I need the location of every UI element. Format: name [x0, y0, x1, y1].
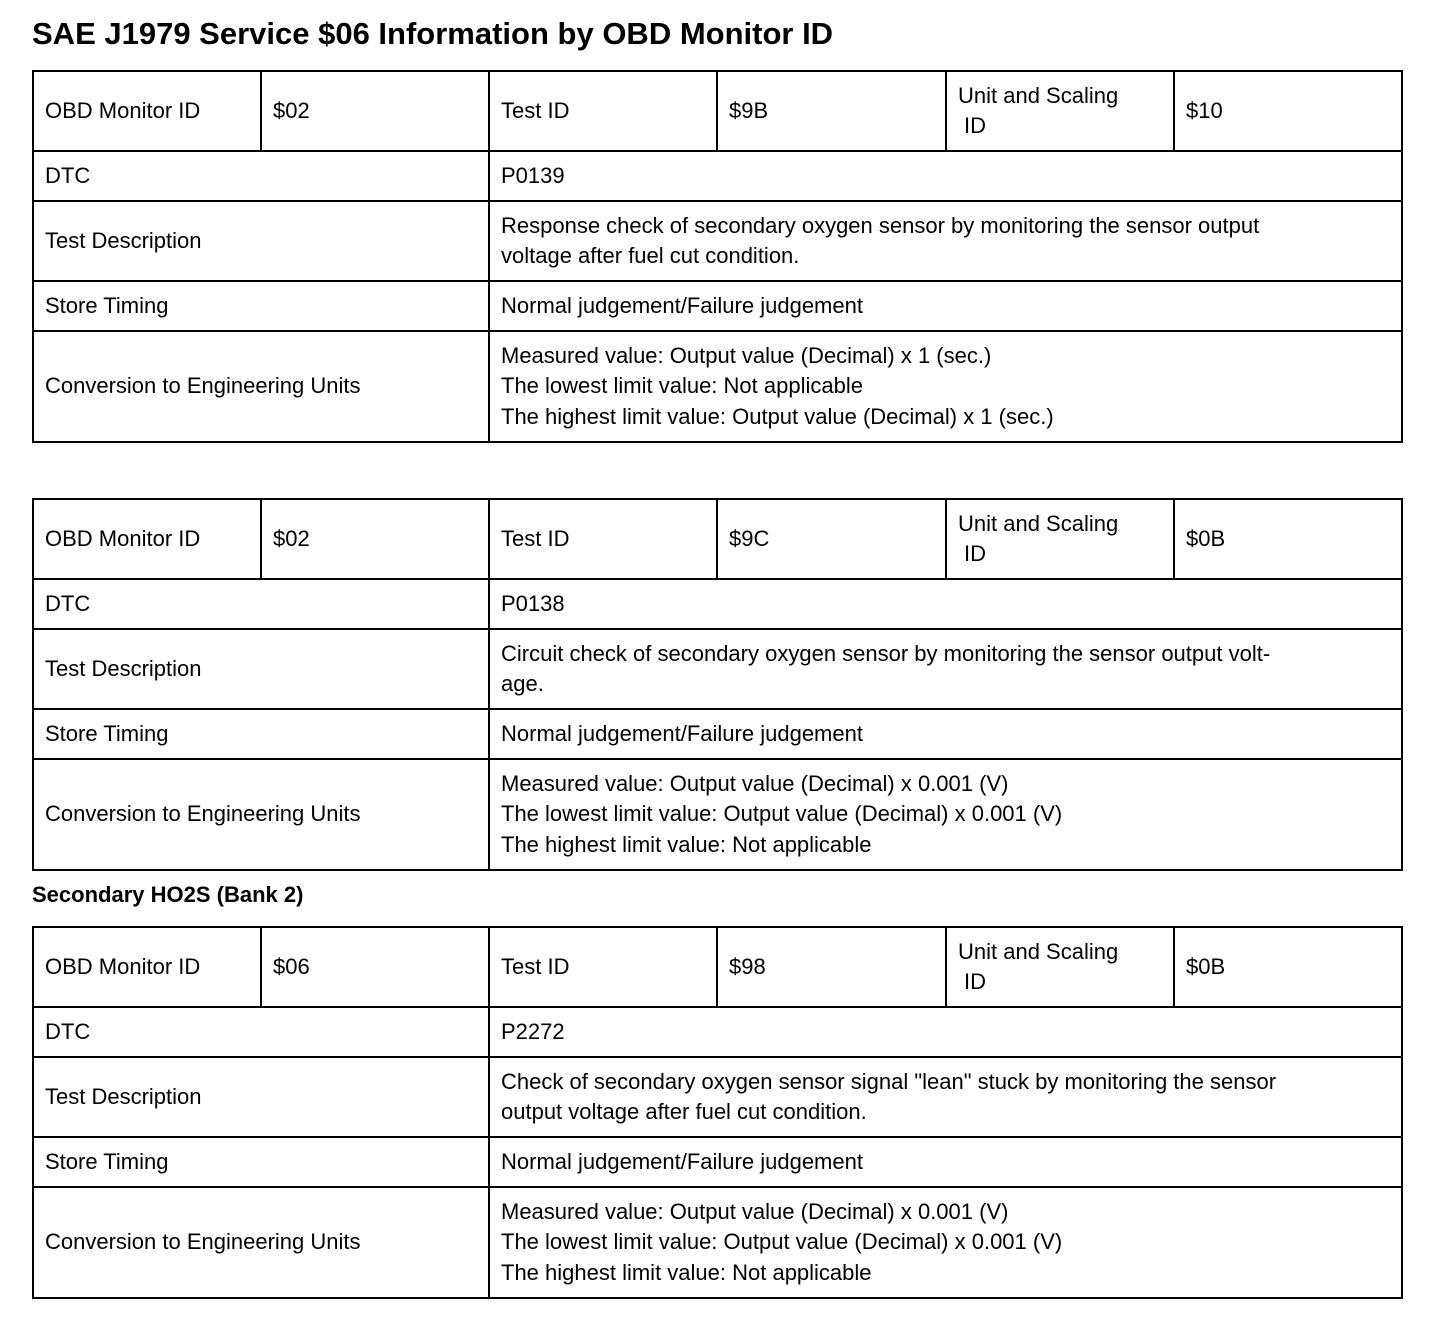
test-description-value	[489, 629, 1402, 709]
dtc-value: P0139	[489, 151, 1402, 201]
obd-monitor-id-value: $02	[261, 71, 489, 151]
table-row	[33, 1137, 1402, 1187]
test-id-value: $98	[717, 927, 946, 1007]
unit-scaling-label-line: Unit and Scaling	[958, 938, 1119, 964]
test-description-line: output voltage after fuel cut condition.	[501, 1099, 867, 1124]
table-row	[33, 71, 1402, 151]
table-row	[33, 629, 1402, 709]
conversion-line: Measured value: Output value (Decimal) x 1 (sec.)	[501, 342, 992, 368]
test-description-value	[489, 201, 1402, 281]
dtc-label: DTC	[33, 579, 489, 629]
table-row	[33, 281, 1402, 331]
unit-scaling-id-value: $10	[1174, 71, 1402, 151]
unit-scaling-id-value: $0B	[1174, 499, 1402, 579]
service-06-table-2	[32, 498, 1403, 871]
page-title: SAE J1979 Service $06 Information by OBD Monitor ID	[32, 16, 834, 51]
obd-monitor-id-label: OBD Monitor ID	[33, 71, 261, 151]
store-timing-label: Store Timing	[33, 1137, 489, 1187]
conversion-label: Conversion to Engineering Units	[33, 759, 489, 870]
conversion-line: The highest limit value: Not applicable	[501, 831, 872, 857]
unit-scaling-id-value: $0B	[1174, 927, 1402, 1007]
unit-scaling-id-line: ID	[964, 541, 986, 566]
conversion-label: Conversion to Engineering Units	[33, 331, 489, 442]
test-description-line: Check of secondary oxygen sensor signal "lean" stuck by monitoring the sensor	[501, 1068, 1277, 1094]
dtc-label: DTC	[33, 1007, 489, 1057]
test-id-value: $9C	[717, 499, 946, 579]
table-row	[33, 201, 1402, 281]
table-row	[33, 1007, 1402, 1057]
unit-scaling-id-label	[946, 499, 1174, 579]
unit-scaling-id-label	[946, 71, 1174, 151]
table-row	[33, 499, 1402, 579]
table-row	[33, 1057, 1402, 1137]
dtc-value: P2272	[489, 1007, 1402, 1057]
test-id-label: Test ID	[489, 499, 717, 579]
conversion-value	[489, 1187, 1402, 1298]
conversion-line: The lowest limit value: Not applicable	[501, 373, 863, 399]
unit-scaling-id-line: ID	[964, 969, 986, 994]
store-timing-value: Normal judgement/Failure judgement	[489, 1137, 1402, 1187]
conversion-line: Measured value: Output value (Decimal) x 0.001 (V)	[501, 1198, 1009, 1224]
service-06-table-3	[32, 926, 1403, 1299]
store-timing-value: Normal judgement/Failure judgement	[489, 709, 1402, 759]
table-row	[33, 331, 1402, 442]
conversion-line: The highest limit value: Not applicable	[501, 1259, 872, 1285]
test-id-value: $9B	[717, 71, 946, 151]
conversion-line: The highest limit value: Output value (Decimal) x 1 (sec.)	[501, 403, 1054, 429]
conversion-value	[489, 331, 1402, 442]
conversion-label: Conversion to Engineering Units	[33, 1187, 489, 1298]
table-row	[33, 151, 1402, 201]
test-description-label: Test Description	[33, 1057, 489, 1137]
obd-monitor-id-label: OBD Monitor ID	[33, 927, 261, 1007]
dtc-label: DTC	[33, 151, 489, 201]
obd-monitor-id-value: $02	[261, 499, 489, 579]
test-description-label: Test Description	[33, 201, 489, 281]
test-id-label: Test ID	[489, 71, 717, 151]
table-row	[33, 759, 1402, 870]
store-timing-label: Store Timing	[33, 709, 489, 759]
conversion-line: The lowest limit value: Output value (Decimal) x 0.001 (V)	[501, 1229, 1063, 1255]
store-timing-label: Store Timing	[33, 281, 489, 331]
table-row	[33, 709, 1402, 759]
table-row	[33, 1187, 1402, 1298]
table-row	[33, 927, 1402, 1007]
test-description-value	[489, 1057, 1402, 1137]
unit-scaling-label-line: Unit and Scaling	[958, 510, 1119, 536]
conversion-value	[489, 759, 1402, 870]
service-06-table-1	[32, 70, 1403, 443]
test-id-label: Test ID	[489, 927, 717, 1007]
test-description-line: age.	[501, 671, 544, 696]
test-description-line: voltage after fuel cut condition.	[501, 243, 800, 268]
test-description-line: Circuit check of secondary oxygen sensor by monitoring the sensor output volt-	[501, 640, 1271, 666]
table-row	[33, 579, 1402, 629]
conversion-line: Measured value: Output value (Decimal) x 0.001 (V)	[501, 770, 1009, 796]
dtc-value: P0138	[489, 579, 1402, 629]
unit-scaling-id-label	[946, 927, 1174, 1007]
obd-monitor-id-value: $06	[261, 927, 489, 1007]
section-heading: Secondary HO2S (Bank 2)	[32, 882, 304, 907]
obd-monitor-id-label: OBD Monitor ID	[33, 499, 261, 579]
unit-scaling-id-line: ID	[964, 113, 986, 138]
test-description-label: Test Description	[33, 629, 489, 709]
test-description-line: Response check of secondary oxygen sensor by monitoring the sensor output	[501, 212, 1260, 238]
unit-scaling-label-line: Unit and Scaling	[958, 82, 1119, 108]
conversion-line: The lowest limit value: Output value (Decimal) x 0.001 (V)	[501, 801, 1063, 827]
store-timing-value: Normal judgement/Failure judgement	[489, 281, 1402, 331]
